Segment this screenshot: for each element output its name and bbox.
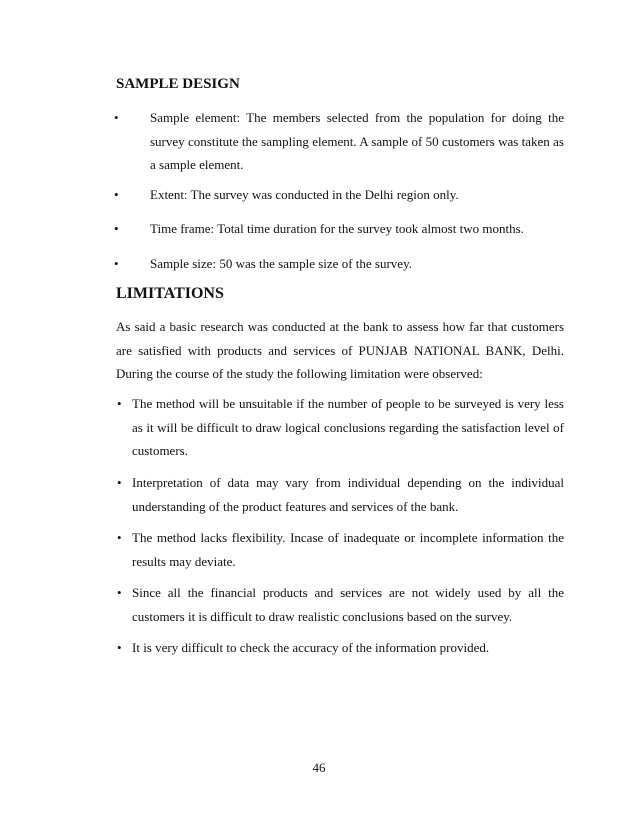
- limitation-text: Since all the financial products and services are not widely used by all the customers it is difficult to draw realistic conclusions based on the survey.: [132, 585, 564, 624]
- limitations-heading: LIMITATIONS: [116, 285, 224, 302]
- bullet-icon: •: [117, 530, 122, 545]
- extent-text: Extent: The survey was conducted in the Delhi region only.: [150, 187, 459, 202]
- limitation-text: The method lacks flexibility. Incase of inadequate or incomplete information the results may deviate.: [132, 530, 564, 569]
- sample-design-heading: SAMPLE DESIGN: [116, 76, 240, 92]
- limitation-text: The method will be unsuitable if the number of people to be surveyed is very less as it will be difficult to draw logical conclusions regarding the satisfaction level of customers.: [132, 396, 564, 458]
- bullet-icon: •: [117, 585, 122, 600]
- page-number: 46: [312, 760, 326, 775]
- bullet-icon: •: [114, 256, 119, 271]
- sample-element-text: Sample element: The members selected from the population for doing the survey constitute the sampling element. A sample of 50 customers was taken as a sample element.: [150, 110, 564, 172]
- bullet-icon: •: [114, 221, 119, 236]
- bullet-icon: •: [117, 475, 122, 490]
- bullet-icon: •: [117, 640, 122, 655]
- limitation-text: Interpretation of data may vary from individual depending on the individual understanding of the product features and services of the bank.: [132, 475, 564, 514]
- limitations-intro: As said a basic research was conducted at the bank to assess how far that customers are satisfied with products and services of PUNJAB NATIONAL BANK, Delhi. During the course of the study the following limitation were observed:: [116, 319, 564, 381]
- bullet-icon: •: [114, 110, 119, 125]
- time-frame-text: Time frame: Total time duration for the survey took almost two months.: [150, 221, 524, 236]
- sample-size-text: Sample size: 50 was the sample size of the survey.: [150, 256, 412, 271]
- bullet-icon: •: [114, 187, 119, 202]
- bullet-icon: •: [117, 396, 122, 411]
- limitation-text: It is very difficult to check the accuracy of the information provided.: [132, 640, 490, 655]
